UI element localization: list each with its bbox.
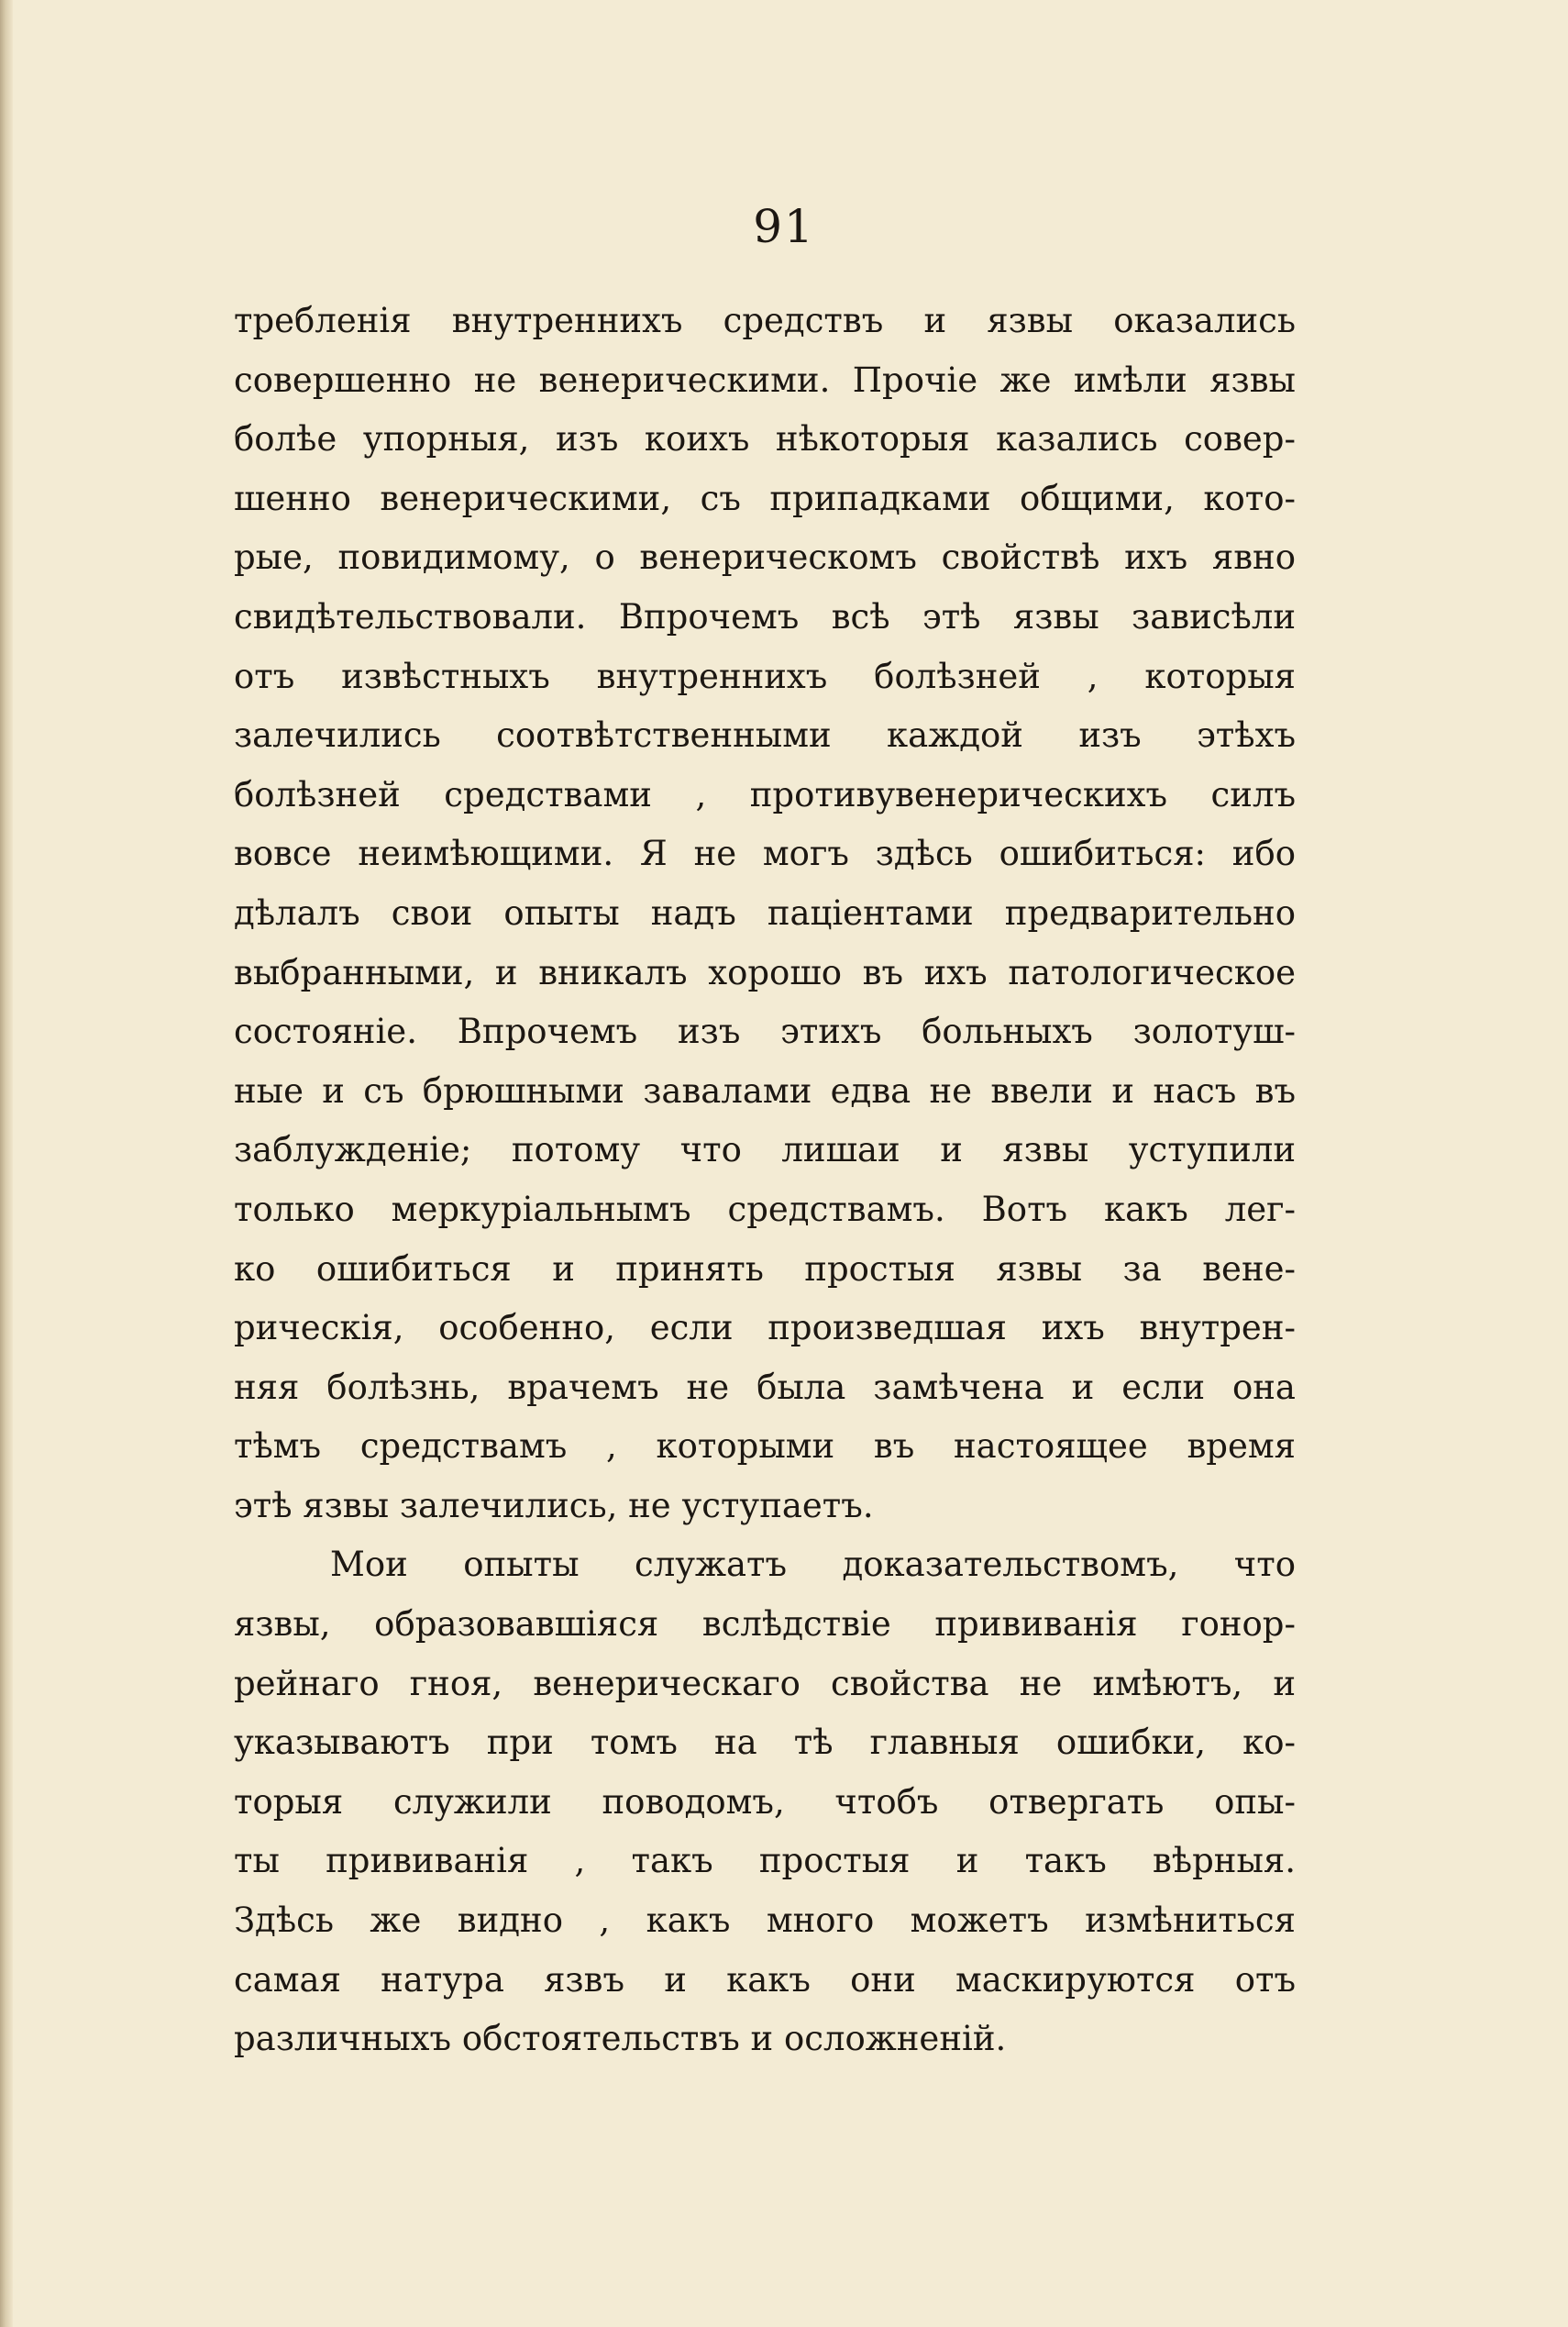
text-line: указываютъ при томъ на тѣ главныя ошибки, ко- <box>234 1723 1296 1763</box>
text-line: рые, повидимому, о венерическомъ свойствѣ ихъ явно <box>234 537 1296 578</box>
text-line: выбранными, и вникалъ хорошо въ ихъ патологическое <box>234 952 1296 992</box>
text-line: дѣлалъ свои опыты надъ паціентами предварительно <box>234 892 1296 933</box>
text-line: рическія, особенно, если произведшая ихъ внутрен- <box>234 1308 1296 1348</box>
text-line: ты прививанія , такъ простыя и такъ вѣрныя. <box>234 1841 1296 1881</box>
text-line: торыя служили поводомъ, чтобъ отвергать опы- <box>234 1781 1296 1822</box>
text-line: ко ошибиться и принять простыя язвы за вене- <box>234 1248 1296 1289</box>
text-line: отъ извѣстныхъ внутреннихъ болѣзней , которыя <box>234 656 1296 696</box>
text-line: Здѣсь же видно , какъ много можетъ измѣниться <box>234 1900 1296 1941</box>
text-line: только меркуріальнымъ средствамъ. Вотъ какъ лег- <box>234 1189 1296 1229</box>
text-line: залечились соотвѣтственными каждой изъ этѣхъ <box>234 715 1296 756</box>
text-line: состояніе. Впрочемъ изъ этихъ больныхъ золотуш- <box>234 1012 1296 1052</box>
text-line: вовсе неимѣющими. Я не могъ здѣсь ошибиться: ибо <box>234 834 1296 874</box>
text-line: заблужденіе; потому что лишаи и язвы уступили <box>234 1130 1296 1170</box>
text-line: няя болѣзнь, врачемъ не была замѣчена и если она <box>234 1367 1296 1407</box>
paragraph-first-line: Мои опыты служатъ доказательствомъ, что <box>330 1545 1296 1585</box>
text-line: шенно венерическими, съ припадками общими, кото- <box>234 478 1296 518</box>
paragraph-end-line: различныхъ обстоятельствъ и осложненій. <box>234 2019 1007 2059</box>
body-text <box>234 292 1296 2069</box>
text-line: болѣе упорныя, изъ коихъ нѣкоторыя казались совер- <box>234 419 1296 460</box>
paragraph-end-line: этѣ язвы залечились, не уступаетъ. <box>234 1485 874 1525</box>
page-number: 91 <box>753 200 815 253</box>
text-line: свидѣтельствовали. Впрочемъ всѣ этѣ язвы зависѣли <box>234 596 1296 637</box>
text-line: совершенно не венерическими. Прочіе же имѣли язвы <box>234 360 1296 400</box>
text-line: тѣмъ средствамъ , которыми въ настоящее время <box>234 1426 1296 1467</box>
text-line: болѣзней средствами , противувенерическихъ силъ <box>234 774 1296 814</box>
text-line: самая натура язвъ и какъ они маскируются отъ <box>234 1959 1296 2000</box>
text-line: язвы, образовавшіяся вслѣдствіе прививанія гонор- <box>234 1604 1296 1645</box>
text-line: рейнаго гноя, венерическаго свойства не имѣютъ, и <box>234 1663 1296 1703</box>
page-binding-edge <box>0 0 13 2327</box>
text-line: требленія внутреннихъ средствъ и язвы оказались <box>234 301 1296 340</box>
text-line: ные и съ брюшными завалами едва не ввели и насъ въ <box>234 1070 1296 1111</box>
